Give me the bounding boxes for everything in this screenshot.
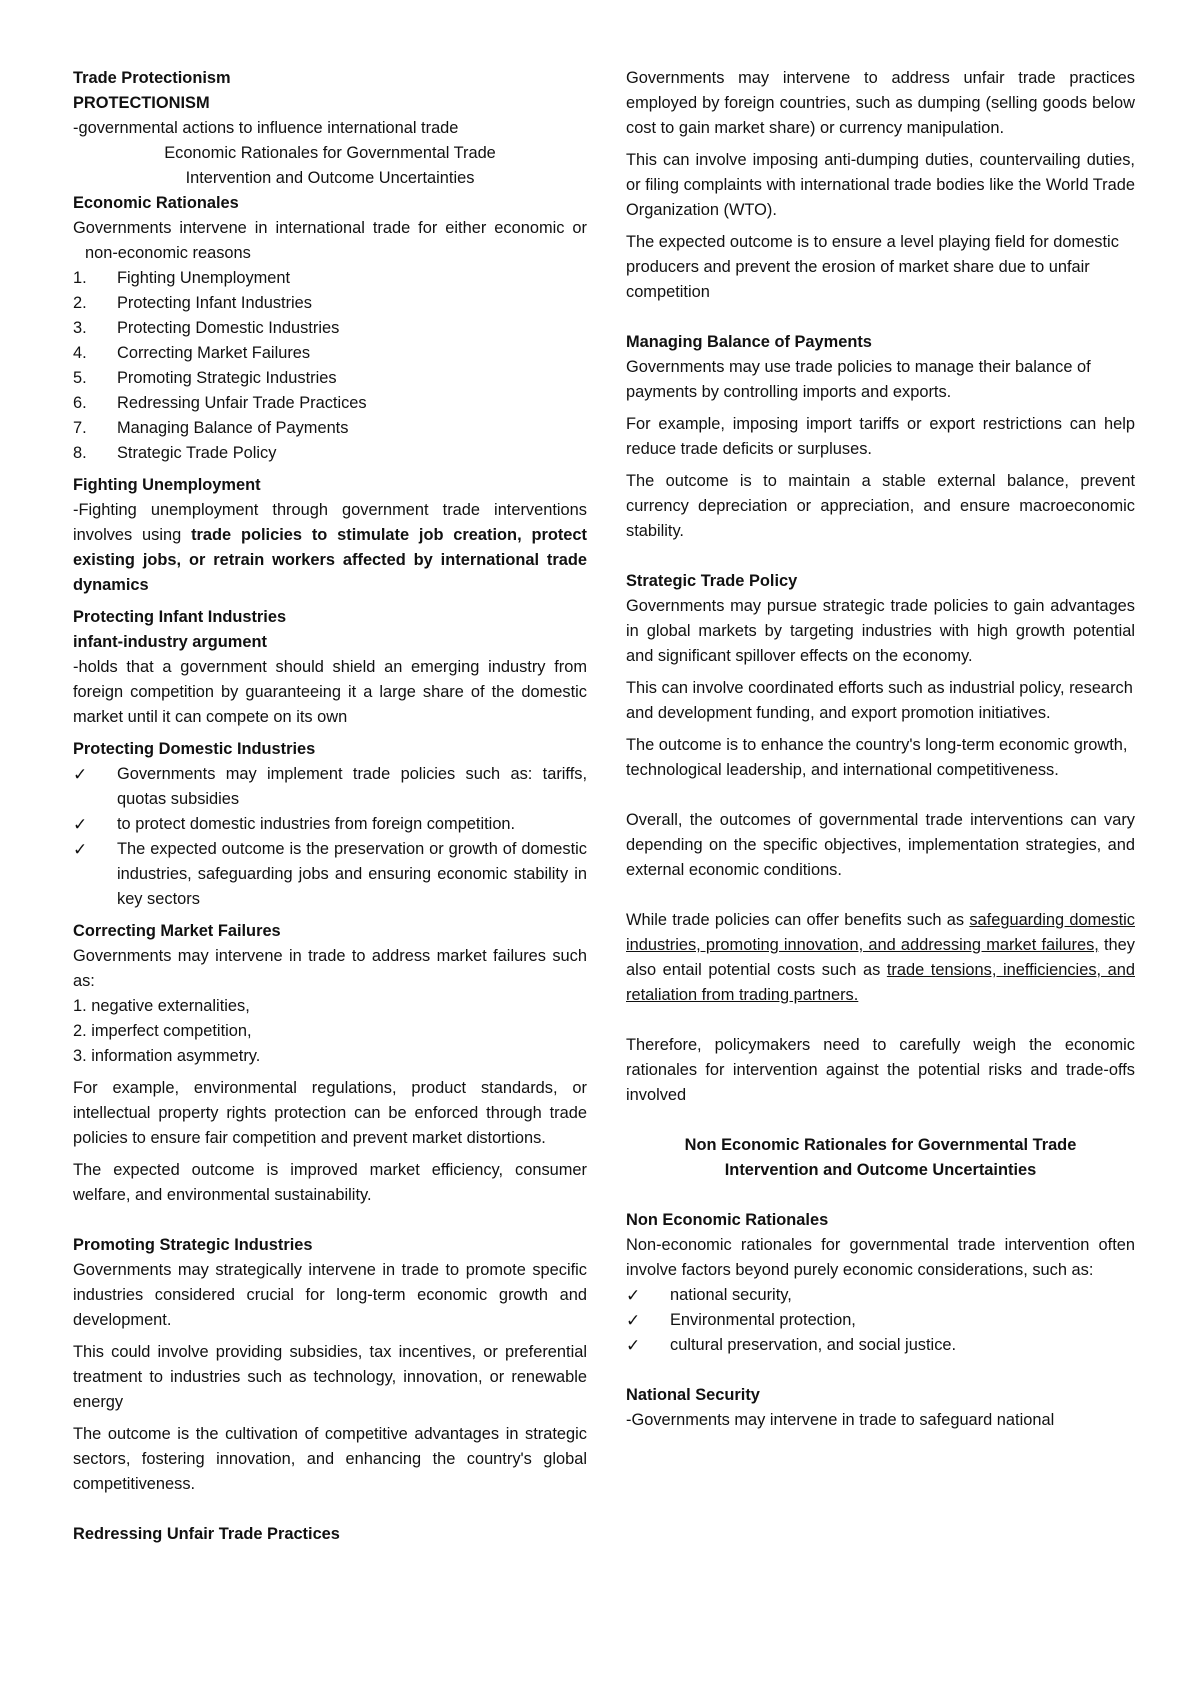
list-item: ✓ cultural preservation, and social justice. [626,1333,1135,1358]
list-item: 2. Protecting Infant Industries [73,294,312,312]
economic-rationales-centered-heading: Economic Rationales for Governmental Trade Intervention and Outcome Uncertainties [164,144,496,187]
infant-industry-argument-heading: infant-industry argument [73,633,267,651]
market-failures-outcome: The expected outcome is improved market efficiency, consumer welfare, and environmental sustainability. [73,1161,587,1204]
strategic-trade-policy-p1: Governments may pursue strategic trade policies to gain advantages in global markets by targeting industries with high growth potential and significant spillover effects on the economy. [626,597,1135,665]
list-item: 1. Fighting Unemployment [73,269,291,287]
economic-rationales-list [73,266,587,466]
strategic-industries-heading: Promoting Strategic Industries [73,1236,313,1254]
market-failures-heading: Correcting Market Failures [73,922,281,940]
list-item: ✓ Environmental protection, [626,1308,1135,1333]
checkmark-icon: ✓ [73,815,88,834]
unfair-trade-p2: This can involve imposing anti-dumping duties, countervailing duties, or filing complaints with international trade bodies like the World Trade Organization (WTO). [626,151,1135,219]
non-economic-rationales-heading: Non Economic Rationales [626,1211,829,1229]
balance-of-payments-heading: Managing Balance of Payments [626,333,872,351]
strategic-trade-policy-heading: Strategic Trade Policy [626,572,798,590]
protectionism-heading: PROTECTIONISM [73,94,210,112]
national-security-text: -Governments may intervene in trade to safeguard national [626,1411,1055,1429]
economic-rationales-intro: Governments intervene in international trade for either economic or non-economic reasons [73,219,587,262]
infant-industry-text: -holds that a government should shield an emerging industry from foreign competition by guaranteeing it a large share of the domestic market until it can compete on its own [73,658,587,726]
therefore-paragraph: Therefore, policymakers need to carefully weigh the economic rationales for intervention against the potential risks and trade-offs involved [626,1036,1135,1104]
list-item: 7. Managing Balance of Payments [73,419,349,437]
economic-rationales-heading: Economic Rationales [73,194,239,212]
strategic-trade-policy-p3: The outcome is to enhance the country's long-term economic growth, technological leadership, and international competitiveness. [626,736,1128,779]
checkmark-icon: ✓ [626,1286,641,1305]
list-item: 5. Promoting Strategic Industries [73,369,337,387]
unfair-trade-p3: The expected outcome is to ensure a level playing field for domestic producers and prevent the erosion of market share due to unfair competition [626,233,1119,301]
list-item: 4. Correcting Market Failures [73,344,311,362]
right-column [626,66,1135,1433]
fighting-unemployment-heading: Fighting Unemployment [73,476,261,494]
list-item: ✓ The expected outcome is the preservation or growth of domestic industries, safeguarding jobs and ensuring economic stability in key sectors [73,837,587,912]
non-economic-centered-heading: Non Economic Rationales for Governmental Trade Intervention and Outcome Uncertainties [684,1136,1077,1179]
market-failures-item: 1. negative externalities, [73,997,250,1015]
non-economic-list [626,1283,1135,1358]
market-failures-item: 3. information asymmetry. [73,1047,261,1065]
balance-of-payments-p3: The outcome is to maintain a stable external balance, prevent currency depreciation or appreciation, and ensure macroeconomic stability. [626,472,1135,540]
fighting-unemployment-text: -Fighting unemployment through government trade interventions involves using trade policies to stimulate job creation, protect existing jobs, or retrain workers affected by international trade dynamics [73,501,587,594]
balance-of-payments-p2: For example, imposing import tariffs or export restrictions can help reduce trade deficits or surpluses. [626,415,1135,458]
checkmark-icon: ✓ [73,765,88,784]
document-title: Trade Protectionism [73,69,231,87]
market-failures-item: 2. imperfect competition, [73,1022,252,1040]
national-security-heading: National Security [626,1386,760,1404]
checkmark-icon: ✓ [626,1311,641,1330]
list-item: ✓ Governments may implement trade policies such as: tariffs, quotas subsidies [73,762,587,812]
unfair-trade-heading: Redressing Unfair Trade Practices [73,1525,340,1543]
list-item: 6. Redressing Unfair Trade Practices [73,394,367,412]
list-item: ✓ national security, [626,1283,1135,1308]
strategic-industries-p1: Governments may strategically intervene in trade to promote specific industries considered crucial for long-term economic growth and development. [73,1261,587,1329]
strategic-industries-p2: This could involve providing subsidies, tax incentives, or preferential treatment to industries such as technology, innovation, or renewable energy [73,1343,587,1411]
domestic-industries-list [73,762,587,912]
checkmark-icon: ✓ [626,1336,641,1355]
overall-paragraph: Overall, the outcomes of governmental trade interventions can vary depending on the specific objectives, implementation strategies, and external economic conditions. [626,811,1135,879]
left-column [73,66,587,1547]
strategic-trade-policy-p2: This can involve coordinated efforts such as industrial policy, research and development funding, and export promotion initiatives. [626,679,1133,722]
domestic-industries-heading: Protecting Domestic Industries [73,740,316,758]
while-paragraph: While trade policies can offer benefits such as safeguarding domestic industries, promoting innovation, and addressing market failures, they also entail potential costs such as trade tensions, inefficiencies, and retaliation from trading partners. [626,911,1135,1004]
infant-industries-heading: Protecting Infant Industries [73,608,287,626]
list-item: ✓ to protect domestic industries from foreign competition. [73,812,587,837]
list-item: 3. Protecting Domestic Industries [73,319,340,337]
unfair-trade-p1: Governments may intervene to address unfair trade practices employed by foreign countries, such as dumping (selling goods below cost to gain market share) or currency manipulation. [626,69,1135,137]
checkmark-icon: ✓ [73,840,88,859]
balance-of-payments-p1: Governments may use trade policies to manage their balance of payments by controlling imports and exports. [626,358,1091,401]
protectionism-definition: -governmental actions to influence international trade [73,119,459,137]
non-economic-intro: Non-economic rationales for governmental trade intervention often involve factors beyond purely economic considerations, such as: [626,1236,1135,1279]
list-item: 8. Strategic Trade Policy [73,444,277,462]
market-failures-example: For example, environmental regulations, product standards, or intellectual property rights protection can be enforced through trade policies to ensure fair competition and prevent market distortions. [73,1079,587,1147]
market-failures-intro: Governments may intervene in trade to address market failures such as: [73,947,587,990]
strategic-industries-p3: The outcome is the cultivation of competitive advantages in strategic sectors, fostering innovation, and enhancing the country's global competitiveness. [73,1425,587,1493]
